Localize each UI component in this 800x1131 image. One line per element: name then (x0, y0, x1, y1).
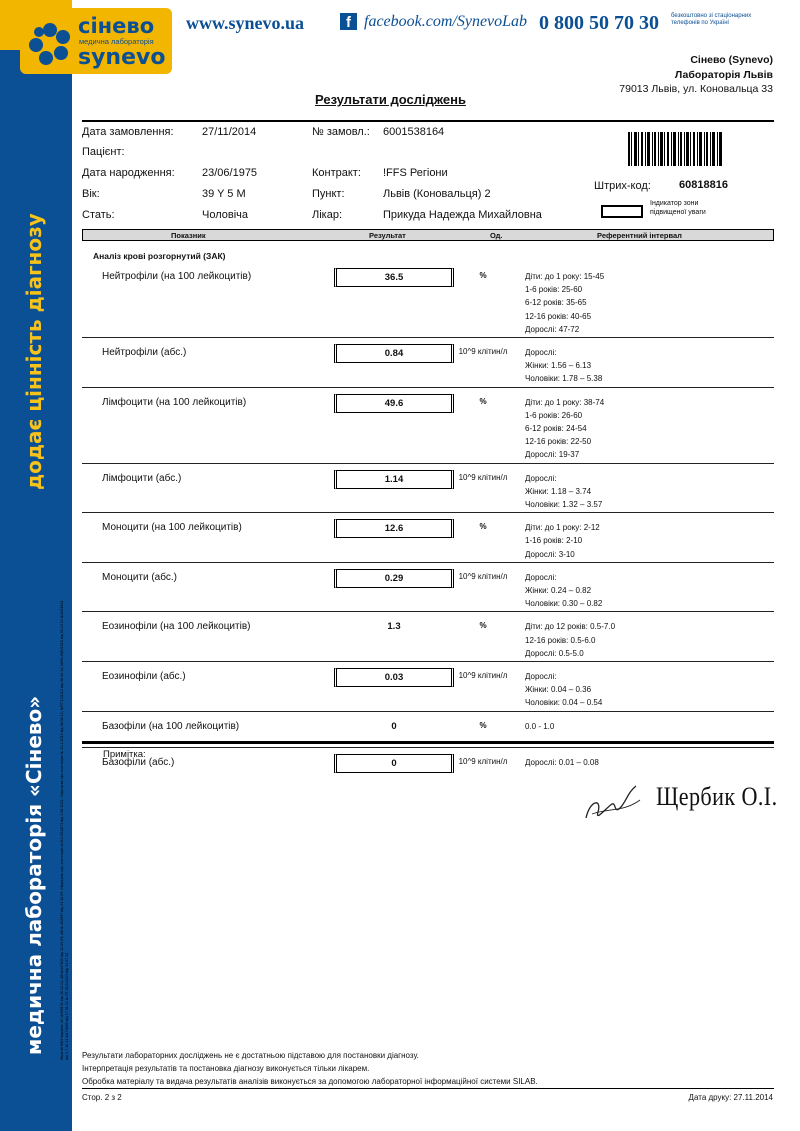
result-box (334, 754, 454, 773)
reference-line: Дорослі: (525, 348, 557, 357)
result-box (334, 268, 454, 287)
table-row (82, 513, 774, 563)
reference-line: Жінки: 1.56 – 6.13 (525, 361, 592, 371)
divider (82, 1088, 774, 1089)
reference-interval (525, 756, 599, 769)
reference-interval (525, 571, 602, 611)
reference-line: Дорослі: 0.01 – 0.08 (525, 758, 599, 767)
reference-line: 6-12 років: 24-54 (525, 424, 587, 433)
reference-line: Дорослі: 19-37 (525, 450, 580, 460)
age-label: Вік: (82, 188, 100, 200)
order-date: 27/11/2014 (202, 126, 257, 138)
result-box (334, 519, 454, 538)
doctor: Прикуда Надежда Михайловна (383, 209, 542, 221)
section-title: Аналіз крові розгорнутий (ЗАК) (93, 251, 226, 261)
point: Львів (Коновальця) 2 (383, 188, 491, 200)
facebook-icon[interactable]: f (340, 13, 357, 30)
row-indicator-name: Моноцити (на 100 лейкоцитів) (102, 522, 242, 534)
reference-line: Дорослі: (525, 572, 557, 582)
facebook-link[interactable]: facebook.com/SynevoLab (364, 13, 528, 30)
reference-interval (525, 521, 600, 561)
row-indicator-name: Базофіли (абс.) (102, 757, 175, 768)
reference-line: 0.0 - 1.0 (525, 721, 555, 731)
reference-interval (525, 472, 602, 512)
lab-address: 79013 Львів, ул. Коновальца 33 (619, 83, 773, 95)
table-row (82, 262, 774, 338)
page-title: Результати досліджень (315, 92, 466, 107)
note-label: Примітка: (103, 749, 146, 760)
result-value: 36.5 (384, 272, 404, 283)
phone-note: безкоштовно зі стаціонарних телефонів по Україні (671, 13, 752, 26)
table-row (82, 464, 774, 514)
result-value: 49.6 (384, 397, 404, 409)
table-row (82, 662, 774, 712)
footer-line: Обробка матеріалу та видача результатів аналізів виконується за допомогою лабораторної інформаційної системи SILAB. (82, 1077, 538, 1086)
contract: !FFS Регіони (383, 167, 448, 179)
result-box (334, 618, 454, 637)
footer-line: Результати лабораторних досліджень не є достатньою підставою для постановки діагнозу. (82, 1051, 419, 1060)
result-unit: 10^9 клітин/л (458, 757, 508, 766)
result-box (334, 668, 454, 687)
reference-line: Жінки: 1.18 – 3.74 (525, 486, 592, 496)
result-unit: 10^9 клітин/л (458, 472, 508, 482)
result-unit: % (479, 271, 487, 280)
result-box (334, 344, 454, 363)
point-label: Пункт: (312, 188, 345, 200)
reference-line: 1-16 років: 2-10 (525, 536, 583, 546)
flower-logo-icon (26, 20, 74, 68)
result-box (334, 470, 454, 489)
result-value: 1.14 (384, 473, 404, 485)
reference-line: Жінки: 0.04 – 0.36 (525, 685, 592, 695)
phone-number: 0 800 50 70 30 (539, 12, 659, 34)
table-row (82, 338, 774, 388)
result-value: 1.3 (387, 621, 401, 633)
sex: Чоловіча (202, 209, 249, 221)
divider (82, 120, 774, 122)
order-no: 6001538164 (383, 126, 445, 138)
row-indicator-name: Нейтрофіли (абс.) (102, 347, 187, 358)
row-indicator-name: Базофіли (на 100 лейкоцитів) (102, 720, 240, 732)
reference-line: 12-16 років: 0.5-6.0 (525, 635, 596, 645)
reference-line: Чоловіки: 1.32 – 3.57 (525, 500, 603, 509)
synevo-logo (20, 8, 172, 74)
col-header-reference: Референтний інтервал (597, 231, 682, 240)
table-row (82, 612, 774, 662)
result-unit: 10^9 клітин/л (458, 671, 508, 680)
result-value: 12.6 (384, 523, 404, 535)
licence-text (60, 260, 70, 1060)
reference-line: Діти: до 1 року: 15-45 (525, 272, 605, 281)
result-value: 0.03 (384, 672, 404, 683)
reference-line: Чоловіки: 1.78 – 5.38 (525, 374, 603, 384)
row-indicator-name: Нейтрофіли (на 100 лейкоцитів) (102, 271, 252, 282)
reference-line: Діти: до 12 років: 0.5-7.0 (525, 622, 616, 632)
result-unit: 10^9 клітин/л (458, 347, 508, 356)
table-header (82, 229, 774, 241)
reference-line: Дорослі: (525, 672, 557, 681)
result-unit: % (479, 621, 487, 631)
result-box (334, 569, 454, 588)
reference-interval (525, 720, 554, 733)
reference-line: 1-6 років: 25-60 (525, 285, 583, 295)
logo-text-en: synevo (78, 45, 166, 70)
row-indicator-name: Моноцити (абс.) (102, 571, 177, 583)
result-value: 0 (391, 758, 397, 769)
result-box (334, 718, 454, 737)
table-row (82, 563, 774, 613)
result-unit: % (479, 720, 487, 730)
slogan-bottom: медична лабораторія «Сінево» (22, 695, 46, 1055)
footer-line: Інтерпретація результатів та постановка діагнозу виконується тільки лікарем. (82, 1064, 370, 1073)
website-link[interactable]: www.synevo.ua (186, 13, 305, 33)
row-indicator-name: Еозинофіли (на 100 лейкоцитів) (102, 621, 251, 633)
age: 39 Y 5 M (202, 188, 246, 200)
result-value: 0.29 (384, 572, 404, 584)
result-unit: 10^9 клітин/л (458, 571, 508, 581)
reference-line: 12-16 років: 40-65 (525, 311, 592, 321)
print-date: Дата друку: 27.11.2014 (688, 1093, 773, 1102)
reference-line: Чоловіки: 0.04 – 0.54 (525, 698, 603, 708)
col-header-result: Результат (369, 231, 406, 240)
doctor-label: Лікар: (312, 209, 343, 221)
slogan-top: додає цінність діагнозу (22, 213, 46, 490)
reference-line: Жінки: 0.24 – 0.82 (525, 586, 592, 595)
reference-line: Дорослі: (525, 473, 557, 483)
licence-line: Ліцензії МОЗ України: АГ №599151 від 26.12.11; АВ №447645 від 12.03.09; АВ № 492997 від 23.10.09. Свідоцтво про атестацію №413-002/872 від 2.08.2012. Свідоцтва про атестацію № 11-1-2012 від 06.04.12; №ПТ-12/1/12 від 06.04.12; №PO-49/К/2018 від 05.10.12 №4001861 (60, 600, 64, 1060)
table-row (82, 388, 774, 464)
reference-line: Діти: до 1 року: 2-12 (525, 523, 600, 533)
barcode-label: Штрих-код: (594, 180, 651, 192)
attention-indicator-box (601, 205, 643, 218)
reference-interval (525, 270, 604, 336)
result-unit: % (479, 522, 487, 532)
result-unit: % (479, 396, 487, 406)
attention-indicator-label: Індикатор зони підвищеної уваги (650, 200, 706, 216)
row-indicator-name: Лімфоцити (абс.) (102, 472, 182, 484)
contract-label: Контракт: (312, 167, 361, 179)
reference-line: Дорослі: 0.5-5.0 (525, 648, 584, 658)
reference-line: Діти: до 1 року: 38-74 (525, 397, 605, 407)
row-indicator-name: Лімфоцити (на 100 лейкоцитів) (102, 396, 247, 408)
lab-name: Сінево (Synevo) (690, 54, 773, 66)
reference-line: 1-6 років: 26-60 (525, 410, 583, 420)
logo-text-ua: сінево (78, 14, 155, 38)
result-value: 0 (391, 720, 397, 732)
dob-label: Дата народження: (82, 167, 175, 179)
divider (82, 741, 774, 744)
dob: 23/06/1975 (202, 167, 258, 179)
reference-line: Дорослі: 47-72 (525, 324, 580, 334)
logo-subtitle: медична лабораторія (79, 37, 154, 46)
reference-interval (525, 396, 604, 462)
reference-interval (525, 620, 615, 660)
row-indicator-name: Еозинофіли (абс.) (102, 671, 186, 682)
licence-line: від 1.7.18.11 №470890 від 17.01.11 № ПТ-01/11/013 від 31.07.12 (65, 952, 69, 1060)
reference-line: Чоловіки: 0.30 – 0.82 (525, 599, 603, 609)
lab-branch: Лабораторія Львів (674, 69, 773, 81)
result-value: 0.84 (384, 348, 404, 359)
reference-line: 6-12 років: 35-65 (525, 298, 587, 308)
reference-line: Дорослі: 3-10 (525, 549, 575, 559)
result-box (334, 394, 454, 413)
col-header-indicator: Показник (171, 231, 206, 240)
sex-label: Стать: (82, 209, 115, 221)
page-number: Стор. 2 з 2 (82, 1093, 122, 1102)
barcode-value: 60818816 (679, 179, 728, 191)
reference-interval (525, 346, 602, 386)
order-date-label: Дата замовлення: (82, 126, 174, 138)
patient-label: Пацієнт: (82, 146, 125, 158)
reference-interval (525, 670, 602, 710)
reference-line: 12-16 років: 22-50 (525, 437, 592, 447)
barcode-icon (628, 132, 722, 166)
col-header-unit: Од. (490, 231, 503, 240)
order-no-label: № замовл.: (312, 126, 370, 138)
signature-name: Щербик О.І. (656, 782, 778, 811)
